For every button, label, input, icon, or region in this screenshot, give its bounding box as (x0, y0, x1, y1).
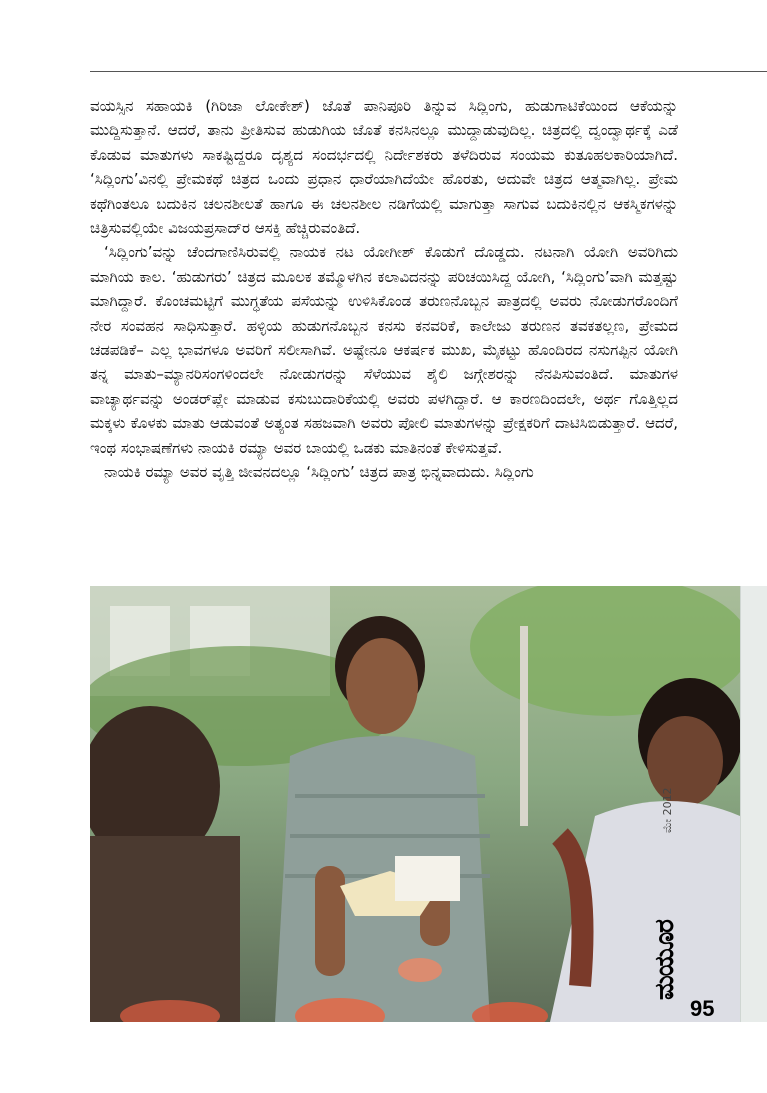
issue-date: ಮೇ 2012 (661, 787, 674, 833)
page-number: 95 (690, 996, 715, 1021)
header-rule (90, 71, 767, 72)
film-still-photo (90, 586, 740, 1022)
magazine-logo: ಮಯೂರ (650, 920, 680, 1000)
article-body (90, 94, 678, 485)
page-edge-strip (740, 586, 767, 1022)
article-paragraph: ವಯಸ್ಸಿನ ಸಹಾಯಕಿ (ಗಿರಿಜಾ ಲೋಕೇಶ್) ಜೊತೆ ಪಾನಿಪೂರಿ ತಿನ್ನುವ ಸಿದ್ಲಿಂಗು, ಹುಡುಗಾಟಿಕೆಯಿಂದ ಆಕೆಯನ್ನು ಮುದ್ದಿಸುತ್ತಾನೆ. ಆದರೆ, ತಾನು ಪ್ರೀತಿಸುವ ಹುಡುಗಿಯ ಜೊತೆ ಕನಸಿನಲ್ಲೂ ಮುದ್ದಾಡುವುದಿಲ್ಲ. ಚಿತ್ರದಲ್ಲಿ ದ್ವಂದ್ವಾರ್ಥಕ್ಕೆ ಎಡೆ ಕೊಡುವ ಮಾತುಗಳು ಸಾಕಷ್ಟಿದ್ದರೂ ದೃಶ್ಯದ ಸಂದರ್ಭದಲ್ಲಿ ನಿರ್ದೇಶಕರು ತಳೆದಿರುವ ಸಂಯಮ ಕುತೂಹಲಕಾರಿಯಾಗಿದೆ. ‘ಸಿದ್ಲಿಂಗು’ವಿನಲ್ಲಿ ಪ್ರೇಮಕಥೆ ಚಿತ್ರದ ಒಂದು ಪ್ರಧಾನ ಧಾರೆಯಾಗಿದೆಯೇ ಹೊರತು, ಅದುವೇ ಚಿತ್ರದ ಆತ್ಮವಾಗಿಲ್ಲ. ಪ್ರೇಮ ಕಥೆಗಿಂತಲೂ ಬದುಕಿನ ಚಲನಶೀಲತೆ ಹಾಗೂ ಈ ಚಲನಶೀಲ ನಡಿಗೆಯಲ್ಲಿ ಮಾಗುತ್ತಾ ಸಾಗುವ ಬದುಕಿನಲ್ಲಿನ ಆಕಸ್ಮಿಕಗಳನ್ನು ಚಿತ್ರಿಸುವಲ್ಲಿಯೇ ವಿಜಯಪ್ರಸಾದ್‌ರ ಆಸಕ್ತಿ ಹೆಚ್ಚಿರುವಂತಿದೆ. (90, 97, 678, 238)
article-paragraph: ನಾಯಕಿ ರಮ್ಯಾ ಅವರ ವೃತ್ತಿ ಜೀವನದಲ್ಲೂ ‘ಸಿದ್ಲಿಂಗು’ ಚಿತ್ರದ ಪಾತ್ರ ಭಿನ್ನವಾದುದು. ಸಿದ್ಲಿಂಗು (104, 463, 534, 482)
article-paragraph: ‘ಸಿದ್ಲಿಂಗು’ವನ್ನು ಚೆಂದಗಾಣಿಸಿರುವಲ್ಲಿ ನಾಯಕ ನಟ ಯೋಗೀಶ್ ಕೊಡುಗೆ ದೊಡ್ಡದು. ನಟನಾಗಿ ಯೋಗಿ ಅವರಿಗಿದು ಮಾಗಿಯ ಕಾಲ. ‘ಹುಡುಗರು’ ಚಿತ್ರದ ಮೂಲಕ ತಮ್ಮೊಳಗಿನ ಕಲಾವಿದನನ್ನು ಪರಿಚಯಿಸಿದ್ದ ಯೋಗಿ, ‘ಸಿದ್ಲಿಂಗು’ವಾಗಿ ಮತ್ತಷ್ಟು ಮಾಗಿದ್ದಾರೆ. ಕೊಂಚಮಟ್ಟಿಗೆ ಮುಗ್ಧತೆಯ ಪಸೆಯನ್ನು ಉಳಿಸಿಕೊಂಡ ತರುಣನೊಬ್ಬನ ಪಾತ್ರದಲ್ಲಿ ಅವರು ನೋಡುಗರೊಂದಿಗೆ ನೇರ ಸಂವಹನ ಸಾಧಿಸುತ್ತಾರೆ. ಹಳ್ಳಿಯ ಹುಡುಗನೊಬ್ಬನ ಕನಸು ಕನವರಿಕೆ, ಕಾಲೇಜು ತರುಣನ ತವಕತಲ್ಲಣ, ಪ್ರೇಮದ ಚಡಪಡಿಕೆ– ಎಲ್ಲ ಭಾವಗಳೂ ಅವರಿಗೆ ಸಲೀಸಾಗಿವೆ. ಅಷ್ಟೇನೂ ಆಕರ್ಷಕ ಮುಖ, ಮೈಕಟ್ಟು ಹೊಂದಿರದ ನಸುಗಪ್ಪಿನ ಯೋಗಿ ತನ್ನ ಮಾತು–ಮ್ಯಾನರಿಸಂಗಳಿಂದಲೇ ನೋಡುಗರನ್ನು ಸೆಳೆಯುವ ಶೈಲಿ ಜಗ್ಗೇಶರನ್ನು ನೆನಪಿಸುವಂತಿದೆ. ಮಾತುಗಳ ವಾಚ್ಯಾರ್ಥವನ್ನು ಅಂಡರ್‌ಪ್ಲೇ ಮಾಡುವ ಕಸುಬುದಾರಿಕೆಯಲ್ಲಿ ಅವರು ಪಳಗಿದ್ದಾರೆ. ಆ ಕಾರಣದಿಂದಲೇ, ಅರ್ಥ ಗೊತ್ತಿಲ್ಲದ ಮಕ್ಕಳು ಕೊಳಕು ಮಾತು ಆಡುವಂತೆ ಅತ್ಯಂತ ಸಹಜವಾಗಿ ಅವರು ಪೋಲಿ ಮಾತುಗಳನ್ನು ಪ್ರೇಕ್ಷಕರಿಗೆ ದಾಟಿಸಿಬಿಡುತ್ತಾರೆ. ಆದರೆ, ಇಂಥ ಸಂಭಾಷಣೆಗಳು ನಾಯಕಿ ರಮ್ಯಾ ಅವರ ಬಾಯಲ್ಲಿ ಒಡಕು ಮಾತಿನಂತೆ ಕೇಳಿಸುತ್ತವೆ. (90, 243, 678, 457)
